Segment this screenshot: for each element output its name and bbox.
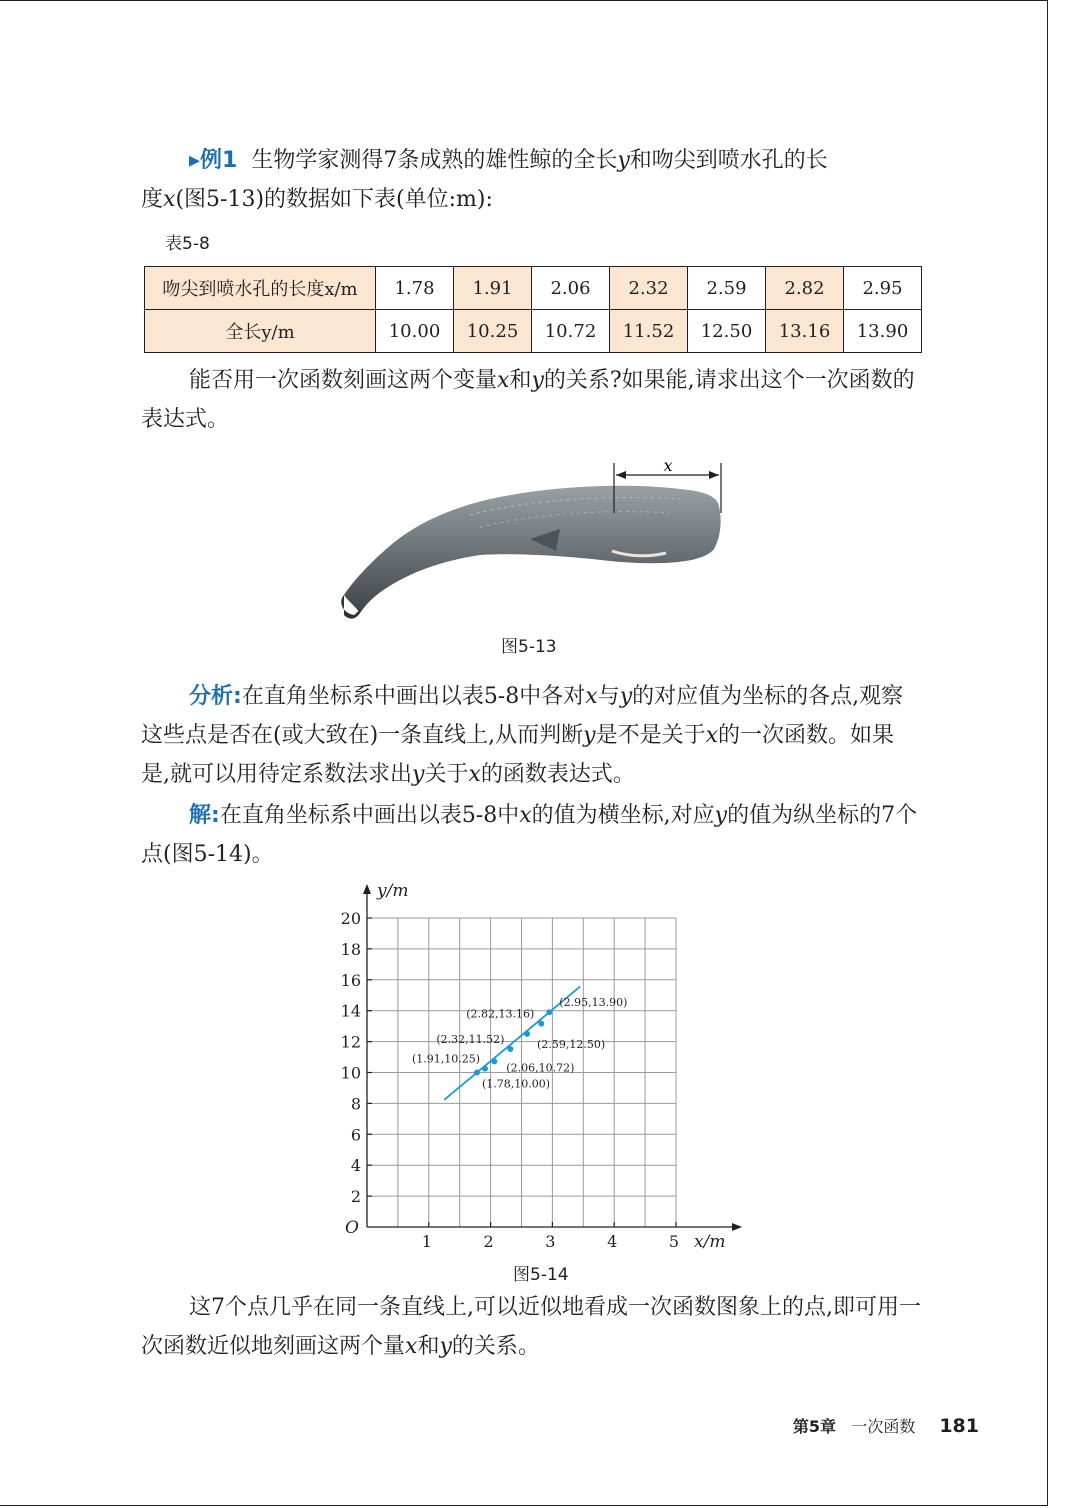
x-tick-label: 5 <box>668 1232 680 1251</box>
page-footer <box>793 1414 979 1437</box>
y-axis-arrow <box>363 884 371 894</box>
table-cell: 2.32 <box>610 267 688 310</box>
table-cell: 1.78 <box>376 267 454 310</box>
analysis-paragraph <box>141 677 921 794</box>
point-label: (1.78,10.00) <box>482 1077 551 1091</box>
question-text: 的关系?如果能,请求出这个一次函数的表达式。 <box>141 368 915 432</box>
table-cell: 13.16 <box>766 310 844 353</box>
table-cell: 13.90 <box>844 310 922 353</box>
analysis-text: 在直角坐标系中画出以表5-8中各对 <box>241 684 586 709</box>
x-tick-label: 1 <box>421 1232 432 1251</box>
analysis-text: 的一次函数。如果是,就可以用待定系数法求出 <box>141 723 895 787</box>
length-label: x <box>663 456 673 475</box>
var-x: x <box>705 723 719 748</box>
footer-chapter: 第5章 <box>792 1417 837 1436</box>
var-y: y <box>439 1334 452 1359</box>
example-text: 和吻尖到喷水孔的长 <box>629 148 828 173</box>
question-paragraph <box>141 361 921 439</box>
x-axis-arrow <box>732 1223 742 1231</box>
var-y: y <box>583 723 596 748</box>
solution-label: 解: <box>189 803 220 828</box>
var-x: x <box>163 187 176 212</box>
conclusion-text: 的关系。 <box>451 1334 540 1359</box>
data-point <box>524 1031 530 1037</box>
table-cell: 1.91 <box>454 267 532 310</box>
point-label: (2.82,13.16) <box>466 1007 535 1021</box>
example-text: 度 <box>141 187 164 212</box>
var-y: y <box>617 148 630 173</box>
whale-body <box>341 486 720 619</box>
x-tick-label: 2 <box>483 1232 494 1251</box>
analysis-text: 与 <box>597 684 620 709</box>
point-label: (2.59,12.50) <box>537 1037 606 1051</box>
table-cell: 2.95 <box>844 267 922 310</box>
y-tick-label: 20 <box>340 909 361 928</box>
data-point <box>474 1070 480 1076</box>
solution-text: 的值为纵坐标的7个点(图5-14)。 <box>141 803 918 867</box>
point-label: (1.91,10.25) <box>411 1052 481 1066</box>
y-tick-label: 14 <box>340 1001 361 1021</box>
example-text: (图5-13)的数据如下表(单位:m): <box>175 187 493 212</box>
data-point <box>538 1021 544 1027</box>
example-text: 生物学家测得7条成熟的雄性鲸的全长 <box>251 148 618 173</box>
table-cell: 2.06 <box>532 267 610 310</box>
x-axis-label: x/m <box>694 1232 726 1252</box>
conclusion-paragraph <box>141 1288 921 1366</box>
var-x: x <box>497 368 510 393</box>
var-x: x <box>519 803 532 828</box>
var-y: y <box>412 762 425 787</box>
table-row-x <box>145 267 922 310</box>
table-cell: 10.25 <box>454 310 532 353</box>
analysis-text: 的对应值为坐标的各点,观察这些点是否在(或大致在)一条直线上,从而判断 <box>141 684 904 748</box>
solution-paragraph <box>141 796 921 874</box>
var-y: y <box>619 684 633 709</box>
y-axis-label: y/m <box>377 881 409 901</box>
var-x: x <box>585 684 598 709</box>
point-label: (2.95,13.90) <box>559 996 628 1010</box>
y-tick-label: 12 <box>340 1032 361 1052</box>
solution-text: 的值为横坐标,对应 <box>531 803 715 828</box>
analysis-text: 关于 <box>424 762 469 787</box>
data-point <box>491 1058 497 1064</box>
figure-caption-whale: 图5-13 <box>501 637 557 657</box>
origin-label: O <box>345 1218 359 1238</box>
var-x: x <box>405 1334 418 1359</box>
conclusion-text: 这7个点几乎在同一条直线上,可以近似地看成一次函数图象上的点,即可用一次函数近似地刻画这两个量 <box>141 1295 921 1359</box>
table-label: 表5-8 <box>165 234 210 254</box>
page-number: 181 <box>939 1415 979 1437</box>
conclusion-text: 和 <box>417 1334 440 1359</box>
analysis-label: 分析: <box>189 684 242 709</box>
data-point <box>507 1046 513 1052</box>
x-tick-label: 4 <box>607 1232 618 1251</box>
data-point <box>546 1009 552 1015</box>
data-table <box>144 266 922 353</box>
y-tick-label: 2 <box>350 1187 361 1207</box>
example-label: ▸例1 <box>189 148 238 173</box>
y-tick-label: 10 <box>340 1063 361 1083</box>
analysis-text: 是不是关于 <box>595 723 706 748</box>
table-cell: 2.82 <box>766 267 844 310</box>
var-y: y <box>531 368 544 393</box>
question-text: 能否用一次函数刻画这两个变量 <box>189 368 498 393</box>
row-header-y: 全长y/m <box>145 310 376 353</box>
table-cell: 10.72 <box>532 310 610 353</box>
footer-title: 一次函数 <box>851 1417 916 1436</box>
var-y: y <box>714 803 728 828</box>
point-label: (2.32,11.52) <box>436 1033 505 1047</box>
table-cell: 2.59 <box>688 267 766 310</box>
whale-illustration <box>330 455 750 625</box>
data-point <box>482 1066 488 1072</box>
y-tick-label: 6 <box>350 1125 361 1145</box>
row-header-x: 吻尖到喷水孔的长度x/m <box>145 267 376 310</box>
analysis-text: 的函数表达式。 <box>480 762 635 787</box>
y-tick-label: 18 <box>340 939 361 959</box>
y-tick-label: 8 <box>350 1094 361 1114</box>
scatter-chart <box>330 880 750 1255</box>
question-text: 和 <box>509 368 532 393</box>
example-paragraph <box>141 141 921 219</box>
table-cell: 12.50 <box>688 310 766 353</box>
table-row-y <box>145 310 922 353</box>
figure-caption-chart: 图5-14 <box>513 1265 569 1285</box>
y-tick-label: 4 <box>350 1156 361 1176</box>
solution-text: 在直角坐标系中画出以表5-8中 <box>219 803 520 828</box>
var-x: x <box>468 762 481 787</box>
x-tick-label: 3 <box>545 1232 556 1251</box>
table-cell: 10.00 <box>376 310 454 353</box>
table-cell: 11.52 <box>610 310 688 353</box>
point-label: (2.06,10.72) <box>506 1061 575 1075</box>
y-tick-label: 16 <box>340 970 361 990</box>
